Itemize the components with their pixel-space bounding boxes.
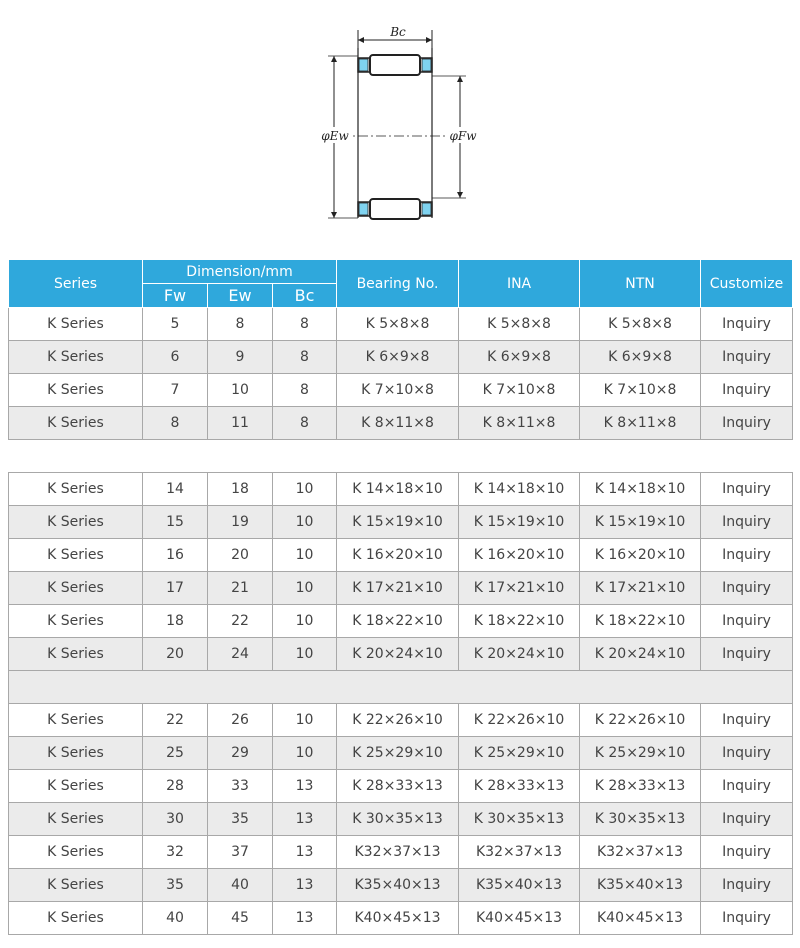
cell-bearing: K 17×21×10	[337, 572, 459, 605]
cell-bc: 10	[273, 506, 337, 539]
cell-ntn: K 8×11×8	[580, 407, 701, 440]
cell-ntn: K 25×29×10	[580, 737, 701, 770]
dim-label-fw: φFw	[449, 129, 477, 143]
cell-bc: 13	[273, 803, 337, 836]
table-row	[9, 836, 793, 869]
cell-customize[interactable]: Inquiry	[701, 869, 793, 902]
cell-ntn: K35×40×13	[580, 869, 701, 902]
spacer-row	[9, 671, 793, 704]
cell-ntn: K 16×20×10	[580, 539, 701, 572]
cell-ntn: K 7×10×8	[580, 374, 701, 407]
cell-fw: 30	[143, 803, 208, 836]
cell-series: K Series	[9, 407, 143, 440]
cell-fw: 20	[143, 638, 208, 671]
cell-ew: 10	[208, 374, 273, 407]
cell-ntn: K 30×35×13	[580, 803, 701, 836]
cell-bearing: K 16×20×10	[337, 539, 459, 572]
dim-label-bc: Bc	[390, 25, 406, 39]
cell-bc: 13	[273, 770, 337, 803]
header-dimension: Dimension/mm	[143, 260, 337, 284]
cell-ina: K 8×11×8	[459, 407, 580, 440]
cell-ew: 24	[208, 638, 273, 671]
cell-bearing: K 28×33×13	[337, 770, 459, 803]
bearing-diagram	[300, 18, 500, 228]
cell-customize[interactable]: Inquiry	[701, 737, 793, 770]
cell-ntn: K 6×9×8	[580, 341, 701, 374]
cell-bearing: K 5×8×8	[337, 308, 459, 341]
table-row	[9, 605, 793, 638]
cell-bearing: K35×40×13	[337, 869, 459, 902]
table-row	[9, 473, 793, 506]
cell-ntn: K 22×26×10	[580, 704, 701, 737]
cell-ntn: K 17×21×10	[580, 572, 701, 605]
cell-bc: 10	[273, 737, 337, 770]
cell-bc: 13	[273, 869, 337, 902]
cell-bearing: K 14×18×10	[337, 473, 459, 506]
cell-customize[interactable]: Inquiry	[701, 902, 793, 935]
cell-bc: 13	[273, 902, 337, 935]
cell-customize[interactable]: Inquiry	[701, 539, 793, 572]
cell-ina: K40×45×13	[459, 902, 580, 935]
cell-series: K Series	[9, 803, 143, 836]
cell-fw: 40	[143, 902, 208, 935]
cell-series: K Series	[9, 506, 143, 539]
cell-ina: K 5×8×8	[459, 308, 580, 341]
table-row	[9, 374, 793, 407]
cell-customize[interactable]: Inquiry	[701, 407, 793, 440]
cell-bearing: K32×37×13	[337, 836, 459, 869]
cell-series: K Series	[9, 737, 143, 770]
cell-fw: 17	[143, 572, 208, 605]
table-row	[9, 638, 793, 671]
cell-customize[interactable]: Inquiry	[701, 308, 793, 341]
cell-ew: 33	[208, 770, 273, 803]
cell-fw: 16	[143, 539, 208, 572]
cell-ew: 9	[208, 341, 273, 374]
cell-series: K Series	[9, 902, 143, 935]
cell-ina: K35×40×13	[459, 869, 580, 902]
cell-bc: 10	[273, 605, 337, 638]
table-row	[9, 341, 793, 374]
cell-ina: K 18×22×10	[459, 605, 580, 638]
cell-ntn: K 15×19×10	[580, 506, 701, 539]
cell-ina: K 25×29×10	[459, 737, 580, 770]
cell-ew: 20	[208, 539, 273, 572]
table-row	[9, 869, 793, 902]
cell-fw: 7	[143, 374, 208, 407]
cell-ina: K 22×26×10	[459, 704, 580, 737]
cell-bc: 10	[273, 473, 337, 506]
cell-bc: 10	[273, 539, 337, 572]
cell-series: K Series	[9, 605, 143, 638]
cell-fw: 28	[143, 770, 208, 803]
cell-bearing: K 30×35×13	[337, 803, 459, 836]
header-ew: Ew	[208, 284, 273, 308]
spacer-row	[9, 440, 793, 473]
cell-series: K Series	[9, 572, 143, 605]
cell-customize[interactable]: Inquiry	[701, 638, 793, 671]
table-row	[9, 539, 793, 572]
cell-fw: 18	[143, 605, 208, 638]
cell-ntn: K 5×8×8	[580, 308, 701, 341]
table-row	[9, 704, 793, 737]
cell-ina: K 28×33×13	[459, 770, 580, 803]
cell-bearing: K 18×22×10	[337, 605, 459, 638]
cell-bearing: K40×45×13	[337, 902, 459, 935]
cell-fw: 14	[143, 473, 208, 506]
cell-ntn: K 18×22×10	[580, 605, 701, 638]
cell-ina: K 14×18×10	[459, 473, 580, 506]
cell-ntn: K 14×18×10	[580, 473, 701, 506]
spacer-cell	[9, 671, 793, 704]
cell-bc: 8	[273, 308, 337, 341]
cell-bearing: K 20×24×10	[337, 638, 459, 671]
cell-ina: K 6×9×8	[459, 341, 580, 374]
cell-ntn: K 28×33×13	[580, 770, 701, 803]
cell-series: K Series	[9, 308, 143, 341]
cell-series: K Series	[9, 374, 143, 407]
cell-ew: 22	[208, 605, 273, 638]
cell-series: K Series	[9, 638, 143, 671]
cell-ina: K 15×19×10	[459, 506, 580, 539]
cell-bc: 10	[273, 572, 337, 605]
table-row	[9, 572, 793, 605]
cell-ina: K 17×21×10	[459, 572, 580, 605]
cell-ew: 26	[208, 704, 273, 737]
table-row	[9, 506, 793, 539]
header-series: Series	[9, 260, 143, 308]
cell-ew: 19	[208, 506, 273, 539]
cell-customize[interactable]: Inquiry	[701, 605, 793, 638]
cell-series: K Series	[9, 704, 143, 737]
cell-bc: 10	[273, 704, 337, 737]
cell-series: K Series	[9, 836, 143, 869]
cell-ew: 8	[208, 308, 273, 341]
cell-series: K Series	[9, 539, 143, 572]
cell-ntn: K32×37×13	[580, 836, 701, 869]
cell-bc: 8	[273, 374, 337, 407]
cell-customize[interactable]: Inquiry	[701, 341, 793, 374]
cell-ina: K 30×35×13	[459, 803, 580, 836]
cell-ew: 29	[208, 737, 273, 770]
cell-bearing: K 15×19×10	[337, 506, 459, 539]
header-bearing-no: Bearing No.	[337, 260, 459, 308]
cell-customize[interactable]: Inquiry	[701, 770, 793, 803]
cell-series: K Series	[9, 869, 143, 902]
cell-fw: 25	[143, 737, 208, 770]
cell-ew: 21	[208, 572, 273, 605]
table-row	[9, 803, 793, 836]
cell-bearing: K 7×10×8	[337, 374, 459, 407]
cell-bc: 8	[273, 407, 337, 440]
cell-fw: 15	[143, 506, 208, 539]
cell-customize[interactable]: Inquiry	[701, 473, 793, 506]
cell-bearing: K 22×26×10	[337, 704, 459, 737]
cell-bearing: K 6×9×8	[337, 341, 459, 374]
header-ina: INA	[459, 260, 580, 308]
cell-ina: K32×37×13	[459, 836, 580, 869]
cell-series: K Series	[9, 473, 143, 506]
cell-ew: 37	[208, 836, 273, 869]
table-row	[9, 902, 793, 935]
cell-ew: 18	[208, 473, 273, 506]
cell-series: K Series	[9, 341, 143, 374]
cell-fw: 8	[143, 407, 208, 440]
table-row	[9, 770, 793, 803]
cell-customize[interactable]: Inquiry	[701, 374, 793, 407]
header-customize: Customize	[701, 260, 793, 308]
table-row	[9, 407, 793, 440]
cell-customize[interactable]: Inquiry	[701, 704, 793, 737]
cell-fw: 32	[143, 836, 208, 869]
cell-ew: 11	[208, 407, 273, 440]
cell-fw: 35	[143, 869, 208, 902]
cell-bearing: K 8×11×8	[337, 407, 459, 440]
cell-ew: 35	[208, 803, 273, 836]
cell-fw: 6	[143, 341, 208, 374]
cell-fw: 5	[143, 308, 208, 341]
cell-ina: K 7×10×8	[459, 374, 580, 407]
cell-ina: K 16×20×10	[459, 539, 580, 572]
cell-series: K Series	[9, 770, 143, 803]
header-ntn: NTN	[580, 260, 701, 308]
cell-ew: 40	[208, 869, 273, 902]
dim-label-ew: φEw	[321, 129, 349, 143]
bearing-spec-table	[8, 259, 793, 935]
table-row	[9, 308, 793, 341]
cell-bc: 13	[273, 836, 337, 869]
spacer-cell	[9, 440, 793, 473]
cell-fw: 22	[143, 704, 208, 737]
header-fw: Fw	[143, 284, 208, 308]
header-bc: Bc	[273, 284, 337, 308]
table-row	[9, 737, 793, 770]
cell-customize[interactable]: Inquiry	[701, 836, 793, 869]
cell-customize[interactable]: Inquiry	[701, 506, 793, 539]
cell-customize[interactable]: Inquiry	[701, 572, 793, 605]
cell-ntn: K40×45×13	[580, 902, 701, 935]
cell-bc: 10	[273, 638, 337, 671]
cell-ina: K 20×24×10	[459, 638, 580, 671]
cell-bc: 8	[273, 341, 337, 374]
cell-ew: 45	[208, 902, 273, 935]
cell-ntn: K 20×24×10	[580, 638, 701, 671]
cell-customize[interactable]: Inquiry	[701, 803, 793, 836]
cell-bearing: K 25×29×10	[337, 737, 459, 770]
